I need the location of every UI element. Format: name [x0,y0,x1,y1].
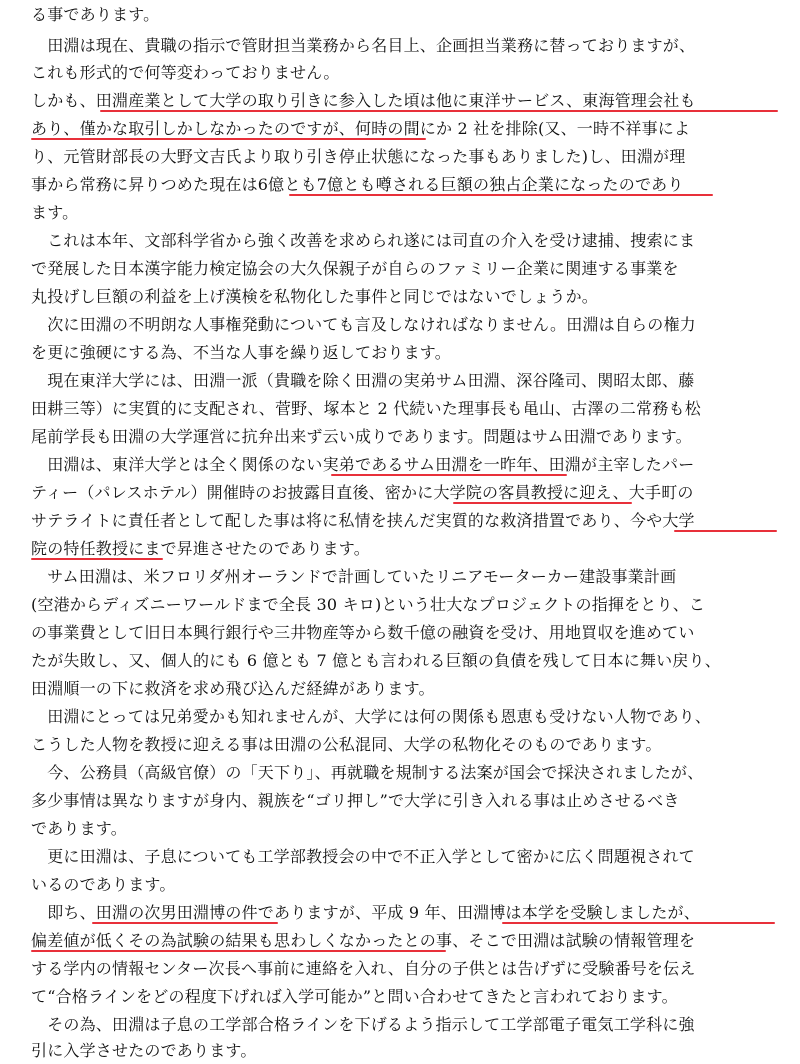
text-line: あり、僅かな取引しかしなかったのですが、何時の間にか 2 社を排除(又、一時不祥事によ [31,119,691,138]
text-line: を更に強硬にする為、不当な人事を繰り返しております。 [31,343,451,362]
text-line: 田淵順一の下に救済を求め飛び込んだ経緯があります。 [31,679,435,698]
text-line: これも形式的で何等変わっておりません。 [31,63,340,82]
text-line: 丸投げし巨額の利益を上げ漢検を私物化した事件と同じではないでしょうか。 [31,287,599,306]
text-line: 田淵は、東洋大学とは全く関係のない実弟であるサム田淵を一昨年、田淵が主宰したパー [31,455,695,474]
red-underline [674,530,777,532]
text-line: 次に田淵の不明朗な人事権発動についても言及しなければなりません。田淵は自らの権力 [31,315,696,334]
red-underline [92,922,278,924]
text-line: の事業費として旧日本興行銀行や三井物産等から数千億の融資を受け、用地買収を進めてい [31,623,695,642]
text-line: 尾前学長も田淵の大学運営に抗弁出来ず云い成りであります。問題はサム田淵であります。 [31,427,692,446]
text-line: 事から常務に昇りつめた現在は6億とも7億とも噂される巨額の独占企業になったのであり [31,175,684,194]
text-line: 田淵は現在、貴職の指示で管財担当業務から名目上、企画担当業務に替っておりますが、 [31,36,696,55]
text-line: ます。 [31,203,79,222]
text-line: (空港からディズニーワールドまで全長 30 キロ)という壮大なプロジェクトの指揮をとり、こ [31,595,706,614]
red-underline [31,950,446,952]
red-underline [31,138,426,140]
text-line: る事であります。 [31,5,160,24]
text-line: これは本年、文部科学省から強く改善を求められ遂には司直の介入を受け逮捕、捜索にま [31,231,696,250]
text-line: たが失敗し、又、個人的にも 6 億とも 7 億とも言われる巨額の負債を残して日本に舞い戻り、 [31,651,721,670]
red-underline [31,558,163,560]
text-line: いるのであります。 [31,875,176,894]
red-underline [453,502,632,504]
text-line: 現在東洋大学には、田淵一派（貴職を除く田淵の実弟サム田淵、深谷隆司、関昭太郎、藤 [31,371,695,390]
text-line: 院の特任教授にまで昇進させたのであります。 [31,539,370,558]
text-line: 偏差値が低くその為試験の結果も思わしくなかったとの事、そこで田淵は試験の情報管理を [31,931,696,950]
text-line: ティー（パレスホテル）開催時のお披露目直後、密かに大学院の客員教授に迎え、大手町の [31,483,694,502]
text-line: 今、公務員（高級官僚）の「天下り」、再就職を規制する法案が国会で採決されましたが、 [31,763,704,782]
text-line: で発展した日本漢字能力検定協会の大久保親子が自らのファミリー企業に関連する事業を [31,259,679,278]
text-line: であります。 [31,819,127,838]
text-line: 即ち、田淵の次男田淵博の件でありますが、平成 9 年、田淵博は本学を受験しましたが、 [31,903,700,922]
text-line: こうした人物を教授に迎える事は田淵の公私混同、大学の私物化そのものであります。 [31,735,662,754]
text-line: その為、田淵は子息の工学部合格ラインを下げるよう指示して工学部電子電気工学科に強 [31,1015,695,1034]
text-line: 多少事情は異なりますが身内、親族を“ゴリ押し”で大学に引き入れる事は止めさせるべき [31,791,680,810]
text-line: て“合格ラインをどの程度下げれば入学可能か”と問い合わせてきたと言われております。 [31,987,678,1006]
text-line: 田淵にとっては兄弟愛かも知れませんが、大学には何の関係も恩恵も受けない人物であり、 [31,707,712,726]
text-line: 田耕三等）に実質的に支配され、菅野、塚本と 2 代続いた理事長も黾山、古澤の二常務も松 [31,399,701,418]
red-underline [331,474,567,476]
text-line: 更に田淵は、子息についても工学部教授会の中で不正入学として密かに広く問題視されて [31,847,695,866]
red-underline [289,194,713,196]
text-line: り、元管財部長の大野文吉氏より取り引き停止状態になった事もありました)し、田淵が理 [31,147,686,166]
text-line: サム田淵は、米フロリダ州オーランドで計画していたリニアモーターカー建設事業計画 [31,567,677,586]
red-underline [502,922,775,924]
text-line: サテライトに責任者として配した事は将に私情を挟んだ実質的な救済措置であり、今や大学 [31,511,695,530]
text-line: しかも、田淵産業として大学の取り引きに参入した頃は他に東洋サービス、東海管理会社も [31,91,696,110]
text-line: する学内の情報センター次長へ事前に連絡を入れ、自分の子供とは告げずに受験番号を伝え [31,959,696,978]
red-underline [100,110,778,112]
text-line: 引に入学させたのであります。 [31,1041,257,1060]
